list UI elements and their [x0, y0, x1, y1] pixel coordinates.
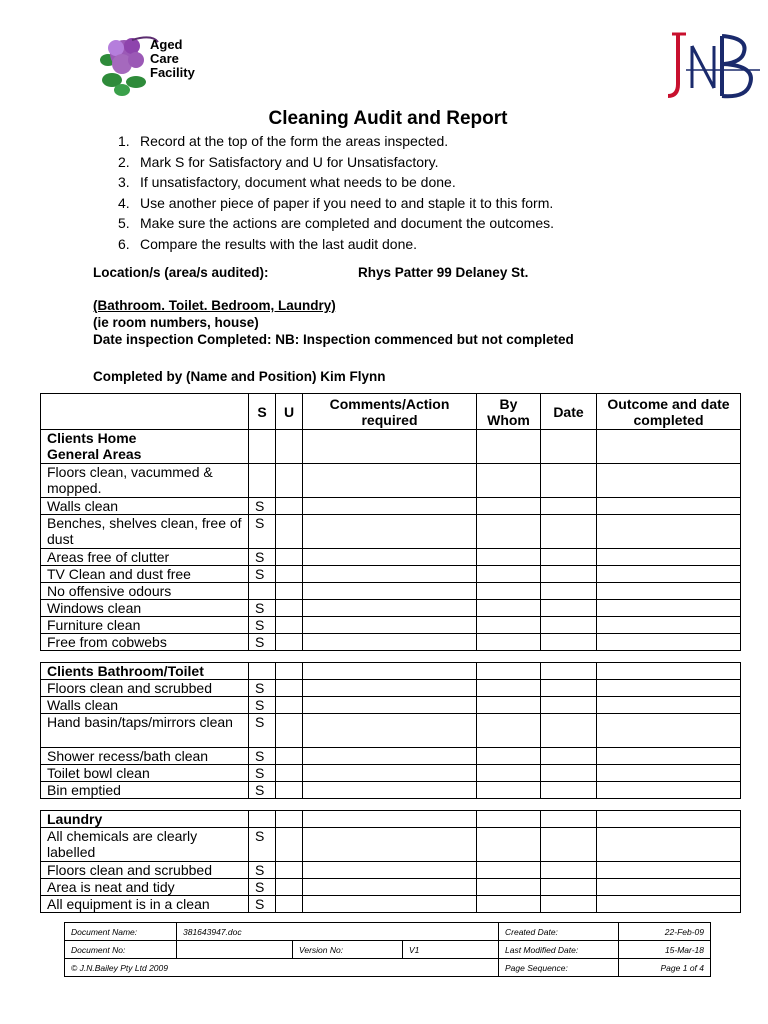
page-title: Cleaning Audit and Report	[268, 108, 508, 129]
u-cell[interactable]	[276, 430, 303, 464]
u-cell[interactable]	[276, 879, 303, 896]
u-cell[interactable]	[276, 498, 303, 515]
table-row	[41, 828, 741, 862]
date-cell[interactable]	[541, 498, 597, 515]
s-cell[interactable]: S	[249, 748, 276, 765]
comments-cell[interactable]	[303, 430, 477, 464]
header-s: S	[249, 394, 276, 430]
table-header-row	[41, 394, 741, 430]
outcome-cell[interactable]	[597, 617, 741, 634]
section-label: Clients Bathroom/Toilet	[41, 663, 249, 680]
header-area	[41, 394, 249, 430]
table-spacer-row	[41, 799, 741, 811]
footer-modified: 15-Mar-18	[619, 941, 711, 959]
date-cell[interactable]	[541, 549, 597, 566]
by-whom-cell[interactable]	[477, 896, 541, 913]
table-section-row	[41, 663, 741, 680]
outcome-cell[interactable]	[597, 811, 741, 828]
s-cell[interactable]: S	[249, 634, 276, 651]
footer-modified-label: Last Modified Date:	[499, 941, 619, 959]
by-whom-cell[interactable]	[477, 549, 541, 566]
outcome-cell[interactable]	[597, 697, 741, 714]
s-cell[interactable]: S	[249, 765, 276, 782]
comments-cell[interactable]	[303, 811, 477, 828]
date-cell[interactable]	[541, 617, 597, 634]
s-cell[interactable]: S	[249, 879, 276, 896]
comments-cell[interactable]	[303, 765, 477, 782]
u-cell[interactable]	[276, 811, 303, 828]
comments-cell[interactable]	[303, 464, 477, 498]
by-whom-cell[interactable]	[477, 862, 541, 879]
instruction-item: 2. Mark S for Satisfactory and U for Unsatisfactory.	[118, 153, 439, 170]
u-cell[interactable]	[276, 765, 303, 782]
comments-cell[interactable]	[303, 549, 477, 566]
area-label: Windows clean	[41, 600, 249, 617]
completed-by-line: Completed by (Name and Position) Kim Flynn	[93, 369, 386, 384]
outcome-cell[interactable]	[597, 515, 741, 549]
table-row	[41, 498, 741, 515]
u-cell[interactable]	[276, 862, 303, 879]
date-cell[interactable]	[541, 515, 597, 549]
s-cell[interactable]: S	[249, 498, 276, 515]
u-cell[interactable]	[276, 549, 303, 566]
location-label: Location/s (area/s audited):	[93, 265, 269, 280]
comments-cell[interactable]	[303, 617, 477, 634]
u-cell[interactable]	[276, 663, 303, 680]
area-label: Area is neat and tidy	[41, 879, 249, 896]
comments-cell[interactable]	[303, 566, 477, 583]
comments-cell[interactable]	[303, 697, 477, 714]
by-whom-cell[interactable]	[477, 748, 541, 765]
u-cell[interactable]	[276, 896, 303, 913]
footer-row	[65, 923, 711, 941]
table-row	[41, 634, 741, 651]
table-section-row	[41, 430, 741, 464]
header-comments: Comments/Action required	[303, 394, 477, 430]
by-whom-cell[interactable]	[477, 765, 541, 782]
by-whom-cell[interactable]	[477, 430, 541, 464]
footer-page-label: Page Sequence:	[499, 959, 619, 977]
s-cell[interactable]: S	[249, 862, 276, 879]
logo-text: Aged Care Facility	[150, 37, 195, 80]
instruction-item: 5. Make sure the actions are completed and document the outcomes.	[118, 215, 555, 232]
areas-line: (Bathroom. Toilet. Bedroom, Laundry)	[93, 298, 336, 313]
outcome-cell[interactable]	[597, 879, 741, 896]
outcome-cell[interactable]	[597, 663, 741, 680]
u-cell[interactable]	[276, 634, 303, 651]
footer-row	[65, 941, 711, 959]
s-cell[interactable]	[249, 663, 276, 680]
comments-cell[interactable]	[303, 896, 477, 913]
area-label: Benches, shelves clean, free of dust	[41, 515, 249, 549]
table-row	[41, 464, 741, 498]
area-label: Free from cobwebs	[41, 634, 249, 651]
instruction-item: 6. Compare the results with the last audit done.	[118, 235, 418, 252]
footer-doc-name-label: Document Name:	[71, 926, 138, 937]
area-label: All equipment is in a clean	[41, 896, 249, 913]
comments-cell[interactable]	[303, 634, 477, 651]
instruction-item: 3. If unsatisfactory, document what needs to be done.	[118, 174, 456, 191]
comments-cell[interactable]	[303, 748, 477, 765]
footer-created: 22-Feb-09	[619, 923, 711, 941]
u-cell[interactable]	[276, 566, 303, 583]
s-cell[interactable]	[249, 583, 276, 600]
instruction-item: 4. Use another piece of paper if you need to and staple it to this form.	[118, 194, 554, 211]
header-outcome: Outcome and date completed	[597, 394, 741, 430]
footer-row	[65, 959, 711, 977]
instruction-item: 1. Record at the top of the form the areas inspected.	[118, 133, 449, 149]
table-row	[41, 566, 741, 583]
area-label: Walls clean	[41, 498, 249, 515]
comments-cell[interactable]	[303, 782, 477, 799]
comments-cell[interactable]	[303, 583, 477, 600]
by-whom-cell[interactable]	[477, 828, 541, 862]
outcome-cell[interactable]	[597, 680, 741, 697]
date-cell[interactable]	[541, 811, 597, 828]
outcome-cell[interactable]	[597, 714, 741, 748]
comments-cell[interactable]	[303, 498, 477, 515]
comments-cell[interactable]	[303, 828, 477, 862]
table-row	[41, 583, 741, 600]
area-label: TV Clean and dust free	[41, 566, 249, 583]
date-cell[interactable]	[541, 697, 597, 714]
by-whom-cell[interactable]	[477, 583, 541, 600]
table-row	[41, 862, 741, 879]
area-label: Bin emptied	[41, 782, 249, 799]
s-cell[interactable]: S	[249, 697, 276, 714]
outcome-cell[interactable]	[597, 634, 741, 651]
u-cell[interactable]	[276, 748, 303, 765]
by-whom-cell[interactable]	[477, 663, 541, 680]
s-cell[interactable]: S	[249, 617, 276, 634]
s-cell[interactable]	[249, 430, 276, 464]
location-value: Rhys Patter 99 Delaney St.	[358, 265, 529, 280]
s-cell[interactable]: S	[249, 714, 276, 748]
u-cell[interactable]	[276, 828, 303, 862]
s-cell[interactable]: S	[249, 549, 276, 566]
u-cell[interactable]	[276, 782, 303, 799]
footer-page: Page 1 of 4	[619, 959, 711, 977]
by-whom-cell[interactable]	[477, 782, 541, 799]
by-whom-cell[interactable]	[477, 697, 541, 714]
s-cell[interactable]: S	[249, 515, 276, 549]
area-label: Areas free of clutter	[41, 549, 249, 566]
u-cell[interactable]	[276, 617, 303, 634]
u-cell[interactable]	[276, 600, 303, 617]
table-spacer-row	[41, 651, 741, 663]
table-row	[41, 748, 741, 765]
area-label: Shower recess/bath clean	[41, 748, 249, 765]
section-label: Laundry	[41, 811, 249, 828]
area-label: Floors clean and scrubbed	[41, 680, 249, 697]
s-cell[interactable]	[249, 811, 276, 828]
table-row	[41, 549, 741, 566]
by-whom-cell[interactable]	[477, 498, 541, 515]
comments-cell[interactable]	[303, 663, 477, 680]
table-row	[41, 879, 741, 896]
table-section-row	[41, 811, 741, 828]
comments-cell[interactable]	[303, 879, 477, 896]
comments-cell[interactable]	[303, 600, 477, 617]
date-cell[interactable]	[541, 600, 597, 617]
outcome-cell[interactable]	[597, 748, 741, 765]
s-cell[interactable]: S	[249, 896, 276, 913]
jnb-logo-icon	[664, 30, 764, 102]
by-whom-cell[interactable]	[477, 714, 541, 748]
u-cell[interactable]	[276, 464, 303, 498]
footer-doc-name: 381643947.doc	[177, 923, 499, 941]
outcome-cell[interactable]	[597, 896, 741, 913]
comments-cell[interactable]	[303, 680, 477, 697]
date-cell[interactable]	[541, 879, 597, 896]
date-cell[interactable]	[541, 896, 597, 913]
table-row	[41, 896, 741, 913]
document-footer	[64, 922, 711, 977]
footer-created-label: Created Date:	[499, 923, 619, 941]
outcome-cell[interactable]	[597, 549, 741, 566]
area-label: No offensive odours	[41, 583, 249, 600]
by-whom-cell[interactable]	[477, 879, 541, 896]
by-whom-cell[interactable]	[477, 811, 541, 828]
by-whom-cell[interactable]	[477, 600, 541, 617]
location-line	[93, 265, 529, 280]
header-u: U	[276, 394, 303, 430]
outcome-cell[interactable]	[597, 600, 741, 617]
table-row	[41, 782, 741, 799]
date-cell[interactable]	[541, 634, 597, 651]
area-label: Floors clean, vacummed & mopped.	[41, 464, 249, 498]
table-row	[41, 680, 741, 697]
date-cell[interactable]	[541, 464, 597, 498]
date-cell[interactable]	[541, 430, 597, 464]
s-cell[interactable]: S	[249, 680, 276, 697]
outcome-cell[interactable]	[597, 464, 741, 498]
audit-table-body	[41, 430, 741, 913]
by-whom-cell[interactable]	[477, 566, 541, 583]
outcome-cell[interactable]	[597, 828, 741, 862]
date-cell[interactable]	[541, 748, 597, 765]
table-row	[41, 765, 741, 782]
date-cell[interactable]	[541, 583, 597, 600]
spacer-cell	[41, 651, 741, 663]
header-by-whom: By Whom	[477, 394, 541, 430]
instruction-list	[118, 131, 554, 255]
area-label: Furniture clean	[41, 617, 249, 634]
date-cell[interactable]	[541, 663, 597, 680]
by-whom-cell[interactable]	[477, 464, 541, 498]
outcome-cell[interactable]	[597, 782, 741, 799]
table-row	[41, 600, 741, 617]
s-cell[interactable]: S	[249, 828, 276, 862]
comments-cell[interactable]	[303, 515, 477, 549]
s-cell[interactable]: S	[249, 566, 276, 583]
u-cell[interactable]	[276, 714, 303, 748]
date-cell[interactable]	[541, 782, 597, 799]
footer-version-label: Version No:	[293, 941, 403, 959]
footer-version: V1	[403, 941, 499, 959]
by-whom-cell[interactable]	[477, 515, 541, 549]
outcome-cell[interactable]	[597, 566, 741, 583]
area-label: Floors clean and scrubbed	[41, 862, 249, 879]
date-cell[interactable]	[541, 828, 597, 862]
by-whom-cell[interactable]	[477, 634, 541, 651]
outcome-cell[interactable]	[597, 862, 741, 879]
u-cell[interactable]	[276, 515, 303, 549]
table-row	[41, 714, 741, 748]
outcome-cell[interactable]	[597, 583, 741, 600]
outcome-cell[interactable]	[597, 765, 741, 782]
comments-cell[interactable]	[303, 714, 477, 748]
date-cell[interactable]	[541, 680, 597, 697]
footer-doc-no-label: Document No:	[65, 941, 177, 959]
date-cell[interactable]	[541, 714, 597, 748]
table-row	[41, 515, 741, 549]
date-line: Date inspection Completed: NB: Inspection commenced but not completed	[93, 332, 574, 347]
area-label: All chemicals are clearly labelled	[41, 828, 249, 862]
area-label: Hand basin/taps/mirrors clean	[41, 714, 249, 748]
u-cell[interactable]	[276, 583, 303, 600]
header-date: Date	[541, 394, 597, 430]
s-cell[interactable]: S	[249, 600, 276, 617]
date-cell[interactable]	[541, 765, 597, 782]
s-cell[interactable]	[249, 464, 276, 498]
by-whom-cell[interactable]	[477, 617, 541, 634]
date-cell[interactable]	[541, 862, 597, 879]
date-cell[interactable]	[541, 566, 597, 583]
s-cell[interactable]: S	[249, 782, 276, 799]
outcome-cell[interactable]	[597, 430, 741, 464]
outcome-cell[interactable]	[597, 498, 741, 515]
spacer-cell	[41, 799, 741, 811]
u-cell[interactable]	[276, 697, 303, 714]
table-row	[41, 617, 741, 634]
by-whom-cell[interactable]	[477, 680, 541, 697]
room-note: (ie room numbers, house)	[93, 315, 259, 330]
footer-copyright: © J.N.Bailey Pty Ltd 2009	[65, 959, 499, 977]
comments-cell[interactable]	[303, 862, 477, 879]
footer-doc-no	[177, 941, 293, 959]
u-cell[interactable]	[276, 680, 303, 697]
section-label: Clients Home General Areas	[41, 430, 249, 464]
audit-table	[40, 393, 741, 913]
area-label: Walls clean	[41, 697, 249, 714]
area-label: Toilet bowl clean	[41, 765, 249, 782]
table-row	[41, 697, 741, 714]
